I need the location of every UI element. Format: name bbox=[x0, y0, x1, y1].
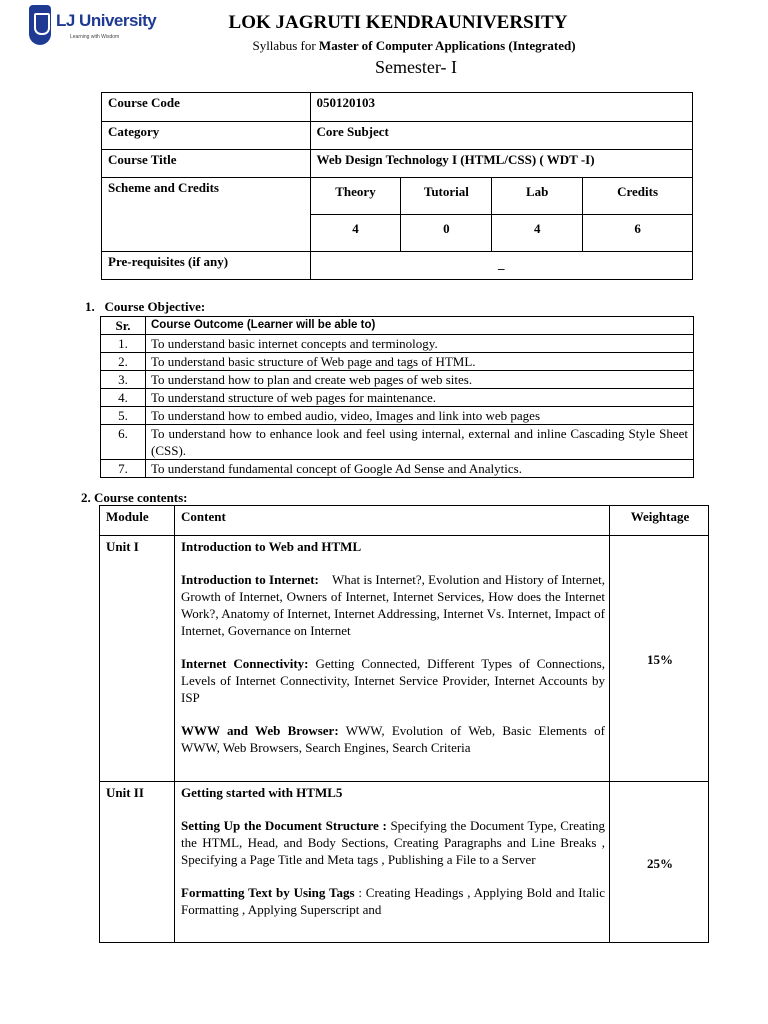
objective-sr: 5. bbox=[101, 407, 146, 425]
topic-body: WWW, Evolution of Web, Basic Elements of WWW, Web Browsers, Search Engines, Search Criteria bbox=[181, 723, 605, 755]
unit-module: Unit I bbox=[100, 536, 175, 782]
course-title-label: Course Title bbox=[102, 150, 311, 178]
objective-sr: 6. bbox=[101, 425, 146, 460]
contents-col-module: Module bbox=[100, 506, 175, 536]
scheme-header-lab: Lab bbox=[492, 178, 583, 215]
objective-sr: 4. bbox=[101, 389, 146, 407]
objective-sr: 2. bbox=[101, 353, 146, 371]
unit-title: Getting started with HTML5 bbox=[181, 785, 343, 800]
prereq-row bbox=[102, 252, 693, 280]
objective-text: To understand fundamental concept of Google Ad Sense and Analytics. bbox=[146, 460, 694, 478]
unit-topic bbox=[181, 571, 605, 639]
semester-title: Semester- I bbox=[374, 57, 458, 77]
syllabus-line bbox=[0, 38, 768, 54]
category-row bbox=[102, 122, 693, 150]
unit-topic bbox=[181, 817, 605, 868]
objective-table bbox=[100, 316, 694, 478]
objective-row bbox=[101, 371, 694, 389]
objective-col-outcome: Course Outcome (Learner will be able to) bbox=[146, 317, 694, 335]
topic-body: Specifying the Document Type, Creating the HTML, Head, and Body Sections, Creating Paragraphs and Line Breaks , Specifying a Page Title and Meta tags , Publishing a File to a Server bbox=[181, 818, 605, 867]
topic-body: : Creating Headings , Applying Bold and Italic Formatting , Applying Superscript and bbox=[181, 885, 605, 917]
unit-topic bbox=[181, 722, 605, 756]
unit-content bbox=[175, 782, 610, 943]
course-code-label: Course Code bbox=[102, 93, 311, 122]
scheme-value-lab: 4 bbox=[492, 215, 583, 252]
unit-topic bbox=[181, 884, 605, 918]
objective-row bbox=[101, 353, 694, 371]
unit-topic bbox=[181, 655, 605, 706]
course-code-row bbox=[102, 93, 693, 122]
topic-head: Setting Up the Document Structure : bbox=[181, 818, 387, 833]
topic-head: Introduction to Internet: bbox=[181, 572, 319, 587]
objective-header-row bbox=[101, 317, 694, 335]
objective-row bbox=[101, 425, 694, 460]
scheme-value-tutorial: 0 bbox=[401, 215, 492, 252]
scheme-label: Scheme and Credits bbox=[102, 178, 311, 252]
contents-col-content: Content bbox=[175, 506, 610, 536]
contents-heading: 2. Course contents: bbox=[81, 490, 188, 505]
contents-col-weightage: Weightage bbox=[610, 506, 709, 536]
scheme-header-theory: Theory bbox=[310, 178, 401, 215]
topic-head: Internet Connectivity: bbox=[181, 656, 309, 671]
topic-body: What is Internet?, Evolution and History of Internet, Growth of Internet, Owners of Internet, Internet Services, How does the Internet Work?, Anatomy of Internet, Internet Addressing, Internet Vs. Internet, Impact of Internet, Governance on Internet bbox=[181, 572, 605, 638]
logo-tagline: Learning with Wisdom bbox=[70, 34, 120, 40]
contents-table bbox=[99, 505, 709, 943]
syllabus-prefix: Syllabus for bbox=[252, 38, 319, 53]
objective-sr: 7. bbox=[101, 460, 146, 478]
objective-text: To understand basic structure of Web page and tags of HTML. bbox=[146, 353, 694, 371]
logo-text: LJ University bbox=[56, 11, 157, 30]
objective-row bbox=[101, 407, 694, 425]
objective-text: To understand how to enhance look and feel using internal, external and inline Cascading Style Sheet (CSS). bbox=[146, 425, 694, 460]
course-title-row bbox=[102, 150, 693, 178]
objective-row bbox=[101, 335, 694, 353]
unit-row bbox=[100, 782, 709, 943]
course-info-table bbox=[101, 92, 693, 280]
unit-title: Introduction to Web and HTML bbox=[181, 539, 362, 554]
objective-text: To understand how to plan and create web pages of web sites. bbox=[146, 371, 694, 389]
objective-text: To understand basic internet concepts and terminology. bbox=[146, 335, 694, 353]
program-name: Master of Computer Applications (Integrated) bbox=[318, 38, 576, 53]
objective-sr: 1. bbox=[101, 335, 146, 353]
objective-text: To understand structure of web pages for maintenance. bbox=[146, 389, 694, 407]
objective-sr: 3. bbox=[101, 371, 146, 389]
topic-body: Getting Connected, Different Types of Connections, Levels of Internet Connectivity, Internet Service Provider, Internet Accounts by ISP bbox=[181, 656, 605, 705]
objective-row bbox=[101, 389, 694, 407]
objective-heading: 1. Course Objective: bbox=[85, 299, 206, 314]
contents-header-row bbox=[100, 506, 709, 536]
unit-weightage: 15% bbox=[610, 536, 709, 782]
prereq-value: _ bbox=[310, 252, 692, 280]
scheme-value-theory: 4 bbox=[310, 215, 401, 252]
scheme-header-credits: Credits bbox=[583, 178, 693, 215]
unit-row bbox=[100, 536, 709, 782]
unit-content bbox=[175, 536, 610, 782]
scheme-header-tutorial: Tutorial bbox=[401, 178, 492, 215]
topic-head: WWW and Web Browser: bbox=[181, 723, 339, 738]
prereq-label: Pre-requisites (if any) bbox=[102, 252, 311, 280]
university-title: LOK JAGRUTI KENDRAUNIVERSITY bbox=[228, 12, 568, 33]
unit-weightage: 25% bbox=[610, 782, 709, 943]
unit-module: Unit II bbox=[100, 782, 175, 943]
course-code-value: 050120103 bbox=[310, 93, 692, 122]
category-value: Core Subject bbox=[310, 122, 692, 150]
scheme-header-row bbox=[102, 178, 693, 215]
objective-col-sr: Sr. bbox=[101, 317, 146, 335]
objective-text: To understand how to embed audio, video, Images and link into web pages bbox=[146, 407, 694, 425]
scheme-value-credits: 6 bbox=[583, 215, 693, 252]
category-label: Category bbox=[102, 122, 311, 150]
objective-row bbox=[101, 460, 694, 478]
course-title-value: Web Design Technology I (HTML/CSS) ( WDT -I) bbox=[310, 150, 692, 178]
topic-head: Formatting Text by Using Tags bbox=[181, 885, 355, 900]
